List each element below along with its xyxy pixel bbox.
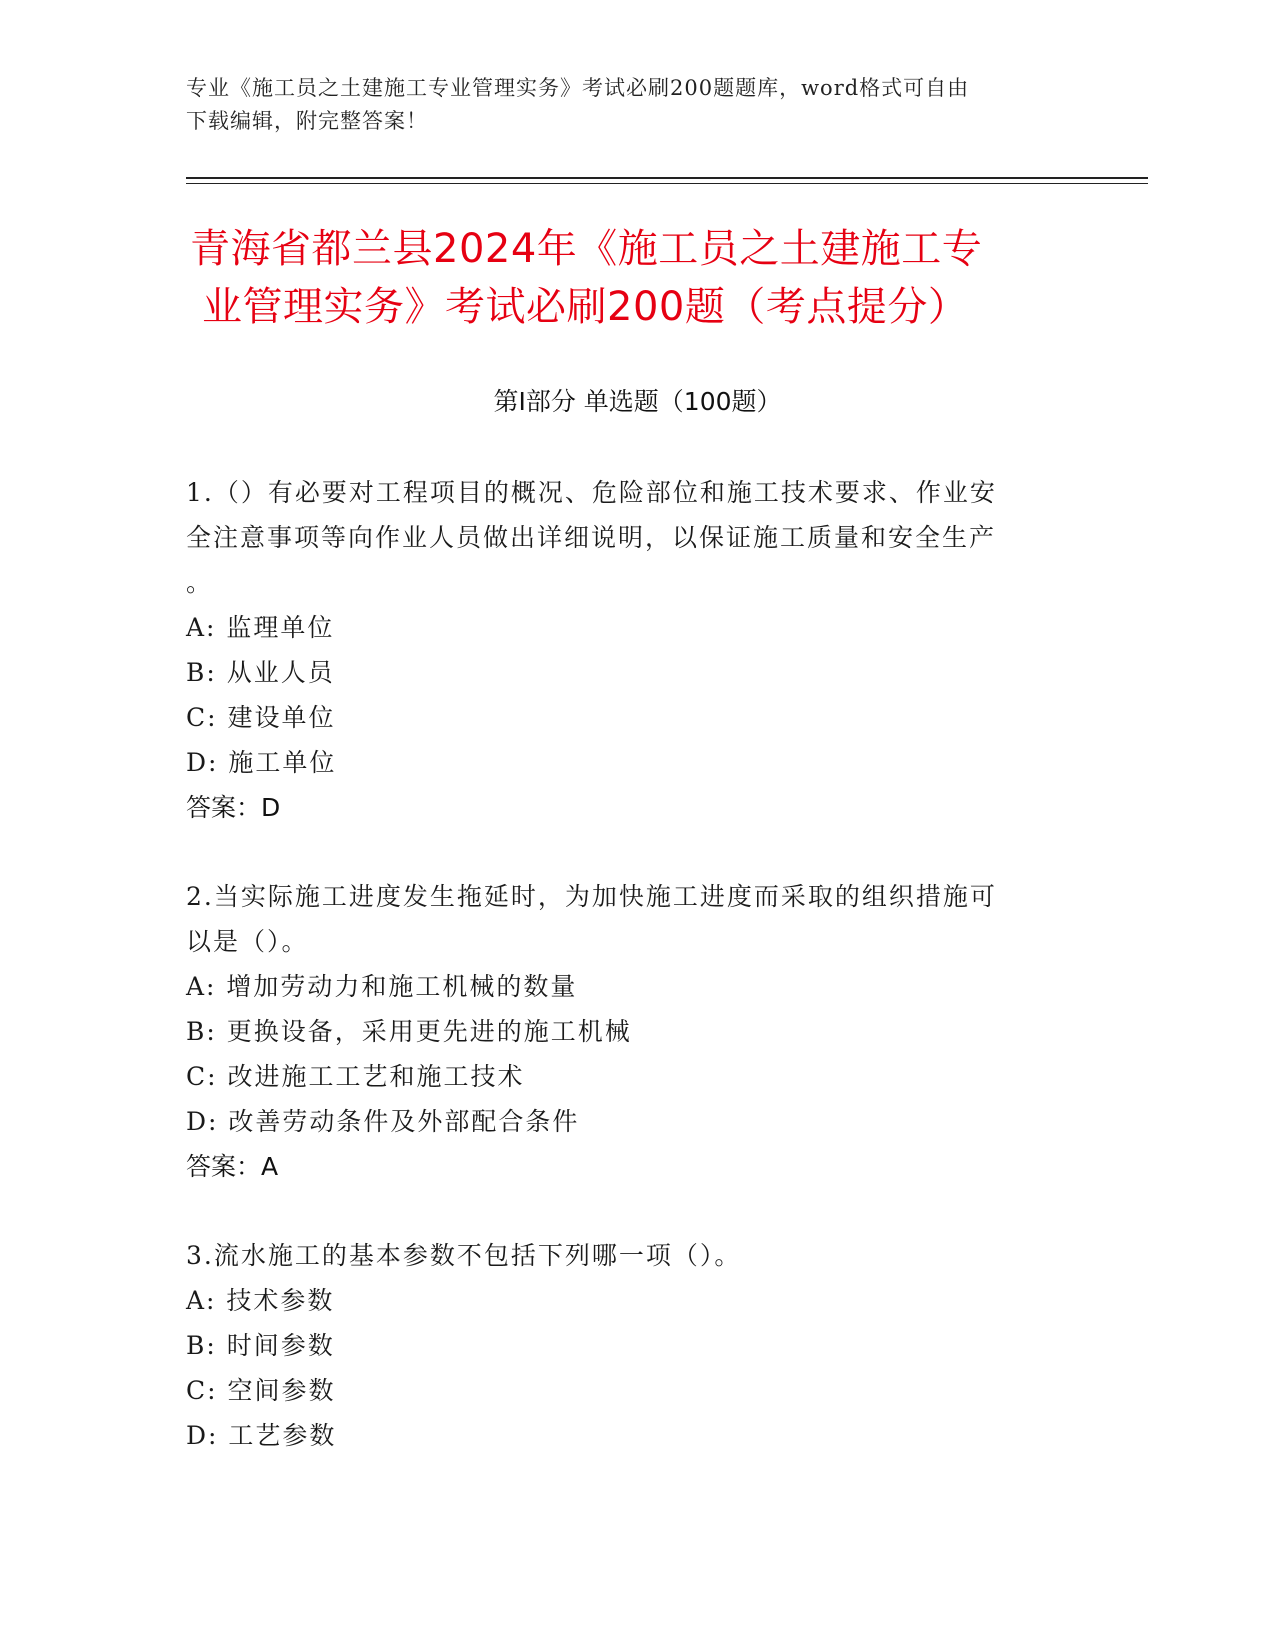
question-2 — [186, 874, 1066, 1189]
question-stem-line: 。 — [186, 568, 214, 597]
option-a: A: 增加劳动力和施工机械的数量 — [186, 972, 578, 1001]
header-divider-thin — [186, 183, 1148, 184]
document-title-line-2: 业管理实务》考试必刷200题（考点提分） — [202, 284, 969, 330]
option-b: B: 从业人员 — [186, 658, 335, 687]
option-d: D: 工艺参数 — [186, 1421, 337, 1450]
question-list — [186, 470, 1066, 1502]
option-d: D: 改善劳动条件及外部配合条件 — [186, 1107, 580, 1136]
question-stem-line: 2.当实际施工进度发生拖延时，为加快施工进度而采取的组织措施可 — [186, 882, 997, 911]
option-d: D: 施工单位 — [186, 748, 337, 777]
option-c: C: 空间参数 — [186, 1376, 336, 1405]
answer-line: 答案：A — [186, 1152, 279, 1181]
header-note-line-1: 专业《施工员之土建施工专业管理实务》考试必刷200题题库，word格式可自由 — [186, 76, 970, 100]
question-stem-line: 全注意事项等向作业人员做出详细说明，以保证施工质量和安全生产 — [186, 523, 997, 552]
document-title — [190, 220, 1090, 336]
question-stem-line: 1.（）有必要对工程项目的概况、危险部位和施工技术要求、作业安 — [186, 478, 997, 507]
question-3 — [186, 1233, 1066, 1458]
section-heading: 第Ⅰ部分 单选题（100题） — [493, 387, 782, 416]
question-stem-line: 以是（）。 — [186, 927, 309, 956]
option-c: C: 改进施工工艺和施工技术 — [186, 1062, 525, 1091]
option-c: C: 建设单位 — [186, 703, 336, 732]
question-1 — [186, 470, 1066, 830]
option-b: B: 更换设备，采用更先进的施工机械 — [186, 1017, 632, 1046]
option-b: B: 时间参数 — [186, 1331, 335, 1360]
option-a: A: 技术参数 — [186, 1286, 335, 1315]
document-title-line-1: 青海省都兰县2024年《施工员之土建施工专 — [190, 226, 983, 272]
header-note — [186, 72, 1086, 138]
header-note-line-2: 下载编辑，附完整答案！ — [186, 109, 428, 133]
option-a: A: 监理单位 — [186, 613, 335, 642]
answer-line: 答案：D — [186, 793, 281, 822]
header-divider-thick — [186, 177, 1148, 179]
question-stem-line: 3.流水施工的基本参数不包括下列哪一项（）。 — [186, 1241, 742, 1270]
